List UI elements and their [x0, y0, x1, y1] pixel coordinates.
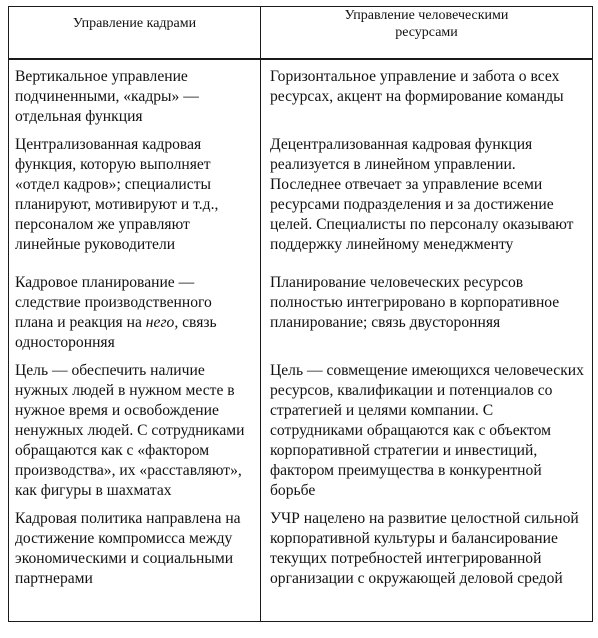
- header-right-text-line1: Управление человеческими: [344, 8, 509, 23]
- cell-right: [261, 131, 593, 269]
- cell-left: [9, 357, 261, 505]
- table-row: [9, 59, 593, 131]
- cell-left-text-italic: него,: [145, 313, 179, 331]
- comparison-table: [8, 6, 593, 622]
- header-left-text: Управление кадрами: [72, 16, 197, 31]
- header-personnel-management: [9, 7, 261, 59]
- cell-right-text: Цель — совмещение имеющихся человеческих ресурсов, квалификации и потенциалов со стратегией и целями компании. С сотрудниками обращаются как с объектом корпоративной стратегии и инвестиций, фактором преимущества в конкурентной борьбе: [270, 361, 584, 499]
- header-hr-management: [261, 7, 593, 59]
- cell-left-text: Вертикальное управление подчиненными, «кадры» — отдельная функция: [15, 67, 199, 125]
- cell-left-text-prefix: Кадровое планирование — следствие производственного плана и реакция на: [15, 273, 212, 331]
- cell-left-text: [9, 269, 260, 357]
- cell-right: [261, 357, 593, 505]
- cell-right-text: Горизонтальное управление и забота о всех ресурсах, акцент на формирование команды: [270, 67, 564, 105]
- header-right-text-line2: ресурсами: [395, 25, 458, 40]
- cell-left: [9, 59, 261, 131]
- cell-left-text-suffix: связь односторонняя: [15, 313, 217, 351]
- cell-right-text: Децентрализованная кадровая функция реализуется в линейном управлении. Последнее отвечает за управление всеми ресурсами подразделения и за достижение целей. Специалисты по персоналу оказывают поддержку линейному менеджменту: [270, 135, 574, 253]
- cell-right-text: Планирование человеческих ресурсов полностью интегрировано в корпоративное планирование; связь двусторонняя: [270, 273, 560, 331]
- cell-right: [261, 59, 593, 131]
- cell-right-text: УЧР нацелено на развитие целостной сильной корпоративной культуры и балансирование текущих потребностей интегрированной организации с окружающей деловой средой: [270, 509, 579, 587]
- table-row: [9, 357, 593, 505]
- cell-right: [261, 269, 593, 357]
- cell-left-text: Кадровая политика направлена на достижение компромисса между экономическими и социальными партнерами: [15, 509, 241, 587]
- cell-left: [9, 269, 261, 357]
- cell-left: [9, 505, 261, 622]
- table-row: [9, 131, 593, 269]
- table-row: [9, 269, 593, 357]
- cell-left: [9, 131, 261, 269]
- table-header-row: [9, 7, 593, 59]
- table-row: [9, 505, 593, 622]
- cell-left-text: Цель — обеспечить наличие нужных людей в нужном месте в нужное время и освобождение ненужных людей. С сотрудниками обращаются как с «фактором производства», их «расставляют», как фигуры в шахматах: [15, 361, 245, 499]
- cell-right: [261, 505, 593, 622]
- cell-left-text: Централизованная кадровая функция, которую выполняет «отдел кадров»; специалисты планируют, мотивируют и т.д., персоналом же управляют линейные руководители: [15, 135, 219, 253]
